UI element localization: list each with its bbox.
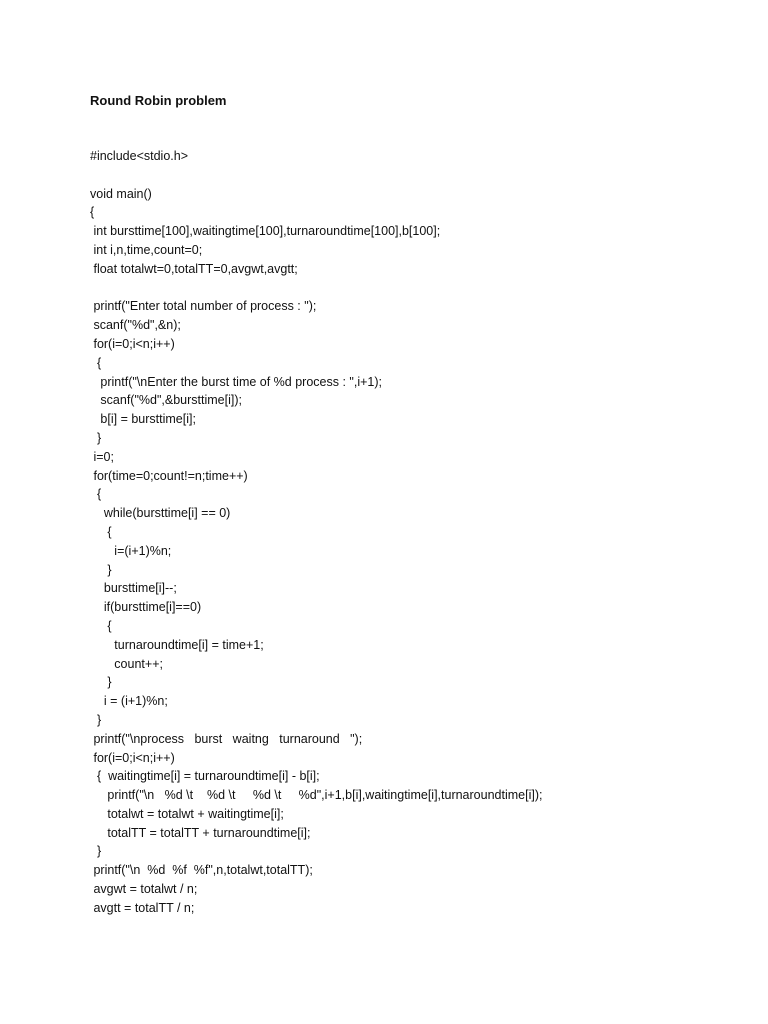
code-line: printf("\n %d \t %d \t %d \t %d",i+1,b[i],waitingtime[i],turnaroundtime[i]);	[90, 788, 543, 803]
code-line: float totalwt=0,totalTT=0,avgwt,avgtt;	[90, 261, 298, 276]
code-line	[90, 166, 542, 185]
code-line: for(i=0;i<n;i++)	[90, 336, 175, 351]
code-line: b[i] = bursttime[i];	[90, 412, 196, 427]
code-line: int i,n,time,count=0;	[90, 242, 203, 257]
code-line: printf("\n %d %f %f",n,totalwt,totalTT);	[90, 863, 313, 878]
code-line: printf("\nprocess burst waitng turnaround ");	[90, 731, 363, 746]
code-line: bursttime[i]--;	[90, 581, 177, 596]
code-line: i=0;	[90, 449, 114, 464]
code-line: { waitingtime[i] = turnaroundtime[i] - b[i];	[90, 769, 320, 784]
code-line: count++;	[90, 656, 163, 671]
code-line: scanf("%d",&bursttime[i]);	[90, 393, 242, 408]
code-line: {	[90, 355, 102, 370]
code-line: {	[90, 205, 95, 220]
code-line: }	[90, 712, 102, 727]
code-line: totalwt = totalwt + waitingtime[i];	[90, 806, 284, 821]
code-line: void main()	[90, 186, 152, 201]
code-line: #include<stdio.h>	[90, 149, 188, 163]
code-line: if(bursttime[i]==0)	[90, 600, 202, 615]
code-line: for(time=0;count!=n;time++)	[90, 468, 248, 483]
code-line: }	[90, 675, 112, 690]
code-line: for(i=0;i<n;i++)	[90, 750, 175, 765]
code-line: printf("Enter total number of process : ");	[90, 299, 317, 314]
code-line: avgwt = totalwt / n;	[90, 882, 198, 897]
code-line	[90, 279, 542, 298]
code-line: scanf("%d",&n);	[90, 318, 181, 333]
code-line: int bursttime[100],waitingtime[100],turnaroundtime[100],b[100];	[90, 224, 441, 239]
code-line: i=(i+1)%n;	[90, 543, 172, 558]
code-line: avgtt = totalTT / n;	[90, 900, 195, 915]
code-line: {	[90, 524, 112, 539]
code-line: {	[90, 618, 112, 633]
code-line: }	[90, 562, 112, 577]
code-listing	[90, 147, 542, 918]
code-line: printf("\nEnter the burst time of %d process : ",i+1);	[90, 374, 382, 389]
code-line: }	[90, 430, 102, 445]
code-line: i = (i+1)%n;	[90, 694, 168, 709]
code-line: while(bursttime[i] == 0)	[90, 506, 231, 521]
code-line: {	[90, 487, 102, 502]
code-line: }	[90, 844, 102, 859]
code-line: totalTT = totalTT + turnaroundtime[i];	[90, 825, 311, 840]
document-title: Round Robin problem	[90, 93, 227, 108]
code-line: turnaroundtime[i] = time+1;	[90, 637, 264, 652]
